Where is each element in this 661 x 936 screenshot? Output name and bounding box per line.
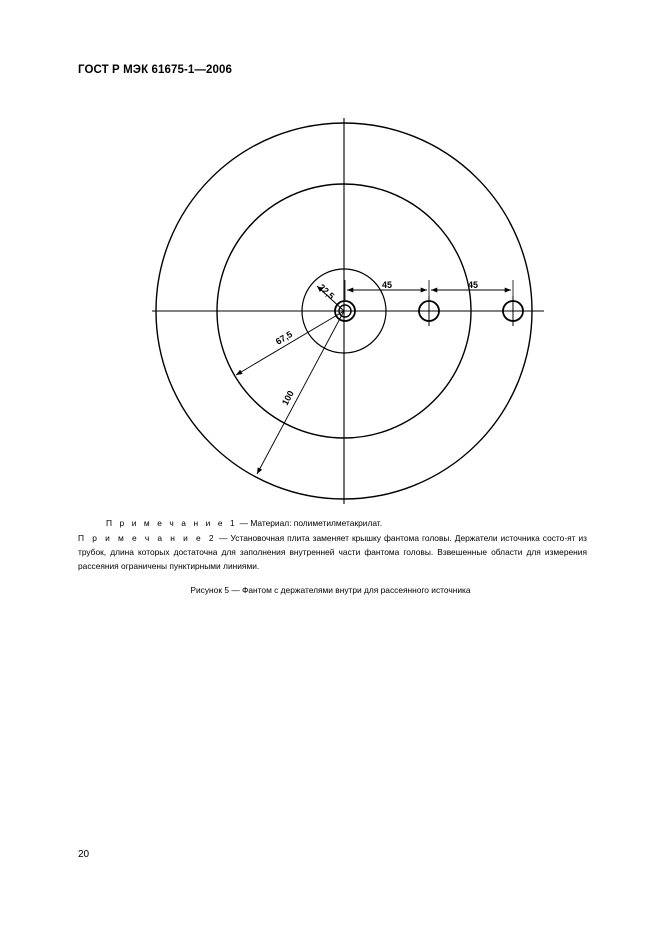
note-1: П р и м е ч а н и е 1 — Материал: полиметилметакрилат. [106, 518, 383, 528]
dimension-label-45-second: 45 [468, 280, 479, 290]
radius-line-outer [257, 311, 344, 474]
radius-line-middle [236, 311, 344, 375]
dimension-label-outer-radius: 100 [279, 388, 296, 407]
dimension-label-45-first: 45 [382, 280, 393, 290]
note-1-label: П р и м е ч а н и е 1 [106, 518, 238, 528]
note-2-text: Установочная плита заменяет крышку фантома головы. Держатели источника состо-ят из трубок, длина которых достаточна для заполнения внутренней части фантома головы. Взвешенные области для измерения рассеяния ограничены пунктирными линиями. [78, 533, 588, 571]
document-header: ГОСТ Р МЭК 61675-1—2006 [78, 64, 232, 76]
page-number: 20 [78, 849, 90, 860]
note-2: П р и м е ч а н и е 2 — Установочная плита заменяет крышку фантома головы. Держатели источника состо-ят из трубок, длина которых достаточна для заполнения внутренней части фантома головы. Взвешенные области для измерения рассеяния ограничены пунктирными линиями. [78, 533, 588, 571]
dimension-label-inner-radius: 22,5 [316, 282, 337, 302]
note-1-text: Материал: полиметилметакрилат. [250, 518, 383, 528]
note-2-label: П р и м е ч а н и е 2 [78, 533, 217, 543]
figure-caption: Рисунок 5 — Фантом с держателями внутри для рассеянного источника [190, 585, 471, 595]
dimension-label-middle-radius: 67,5 [273, 329, 295, 347]
